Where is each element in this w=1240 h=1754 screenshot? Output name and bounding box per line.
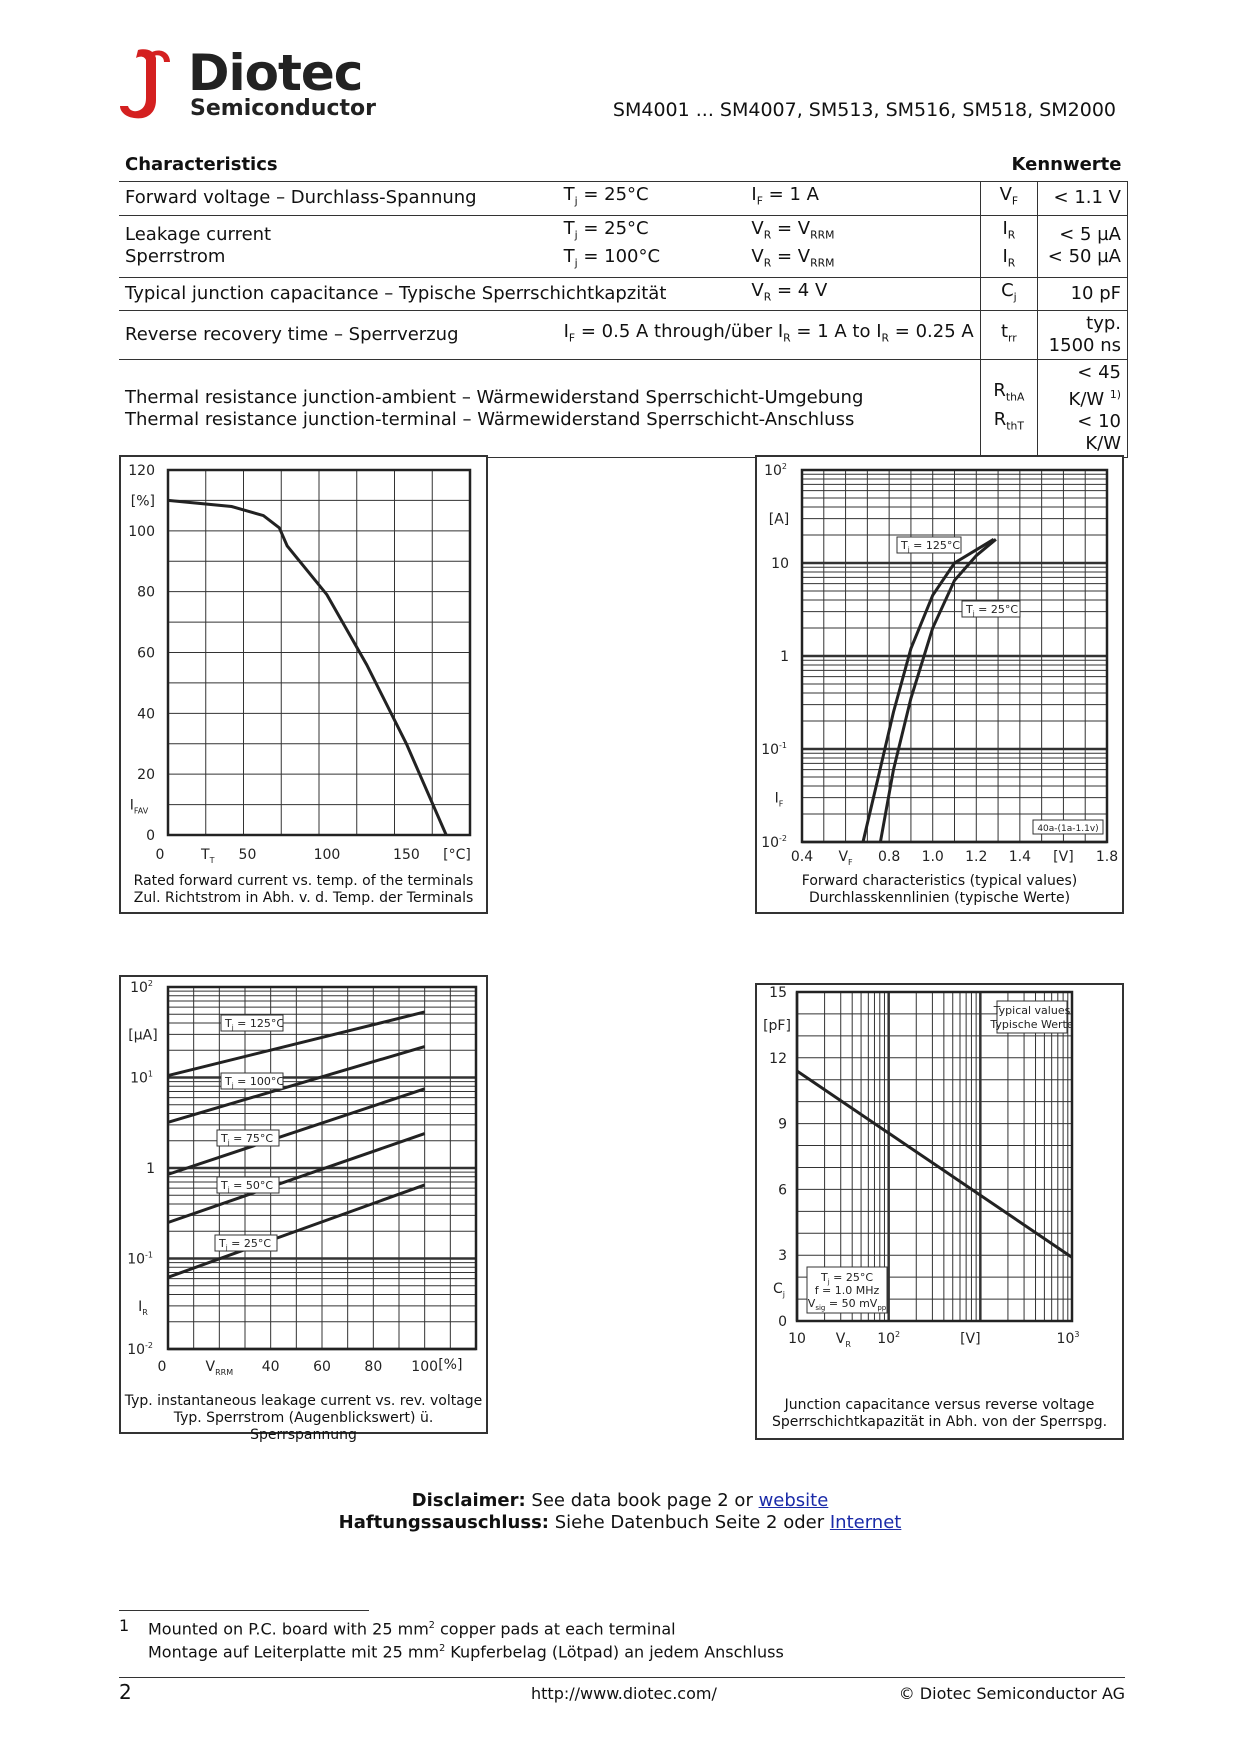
series-label-tj25: $T_j = 25^\circ C$: [966, 603, 1019, 618]
row-label: Forward voltage – Durchlass-Spannung: [119, 182, 558, 216]
y-tick-label: $10^{-2}$: [127, 1341, 153, 1358]
x-tick-label: $10^3$: [1056, 1330, 1080, 1347]
footer-copyright: © Diotec Semiconductor AG: [898, 1684, 1125, 1703]
brand-subtitle: Semiconductor: [190, 96, 376, 121]
x-tick-label: 80: [364, 1359, 383, 1375]
x-unit-label: [%]: [438, 1357, 463, 1373]
series-label-tj125: $T_j = 125^\circ C$: [901, 539, 961, 554]
x-tick-label: 60: [313, 1359, 331, 1375]
row-junction-capacitance: [119, 277, 1128, 311]
chart-derating-svg: [121, 457, 486, 912]
table-title-right: Kennwerte: [1011, 154, 1122, 175]
row-cond-vr: $V_R = V_{RRM}$ $V_R = V_{RRM}$: [745, 215, 980, 277]
row-symbol: $t_{rr}$: [980, 311, 1037, 360]
y-tick-label: 9: [778, 1116, 787, 1133]
table-title-left: Characteristics: [125, 154, 278, 175]
x-axis-label: $V_R$: [835, 1331, 851, 1349]
y-tick-label: $10^{-1}$: [127, 1250, 153, 1268]
series-line-cj: [797, 1071, 1072, 1257]
chart-capacitance-svg: [757, 985, 1122, 1438]
y-unit-label: [%]: [130, 493, 155, 510]
x-unit-label: [°C]: [443, 847, 471, 863]
row-label: Thermal resistance junction-ambient – Wärmewiderstand Sperrschicht-Umgebung Thermal resistance junction-terminal – Wärmewiderstand Sperrschicht-Anschluss: [119, 360, 980, 458]
internet-link[interactable]: Internet: [829, 1512, 902, 1533]
row-symbol: $V_F$: [980, 182, 1037, 216]
x-tick-label: 1.4: [1008, 849, 1031, 865]
y-tick-label: 40: [137, 706, 155, 723]
chart-caption: Rated forward current vs. temp. of the terminals Zul. Richtstrom in Abh. v. d. Temp. der Terminals: [133, 873, 474, 906]
x-tick-label: 100: [411, 1359, 439, 1375]
row-label: Reverse recovery time – Sperrverzug: [119, 311, 558, 360]
row-label: Leakage current Sperrstrom: [119, 215, 558, 277]
condition-line: $T_j = 25^\circ C$: [820, 1271, 874, 1286]
brand-logo: [116, 44, 376, 124]
row-cond-if: $I_F = 1$ A: [745, 182, 980, 216]
chart-caption: Forward characteristics (typical values) Durchlasskennlinien (typische Werte): [801, 873, 1078, 906]
series-line-ifav: [168, 500, 446, 835]
disclaimer-de: Haftungssauschluss: Siehe Datenbuch Seite 2 oder Internet: [338, 1512, 902, 1533]
y-tick-label: 3: [778, 1248, 787, 1265]
footnote-number: 1: [119, 1616, 130, 1635]
y-tick-label: 0: [778, 1314, 787, 1330]
y-tick-label: 0: [146, 828, 155, 844]
x-tick-label: 1.8: [1095, 849, 1119, 865]
row-value: 10 pF: [1038, 277, 1128, 311]
y-tick-label: 1: [780, 649, 789, 665]
footer-url: http://www.diotec.com/: [531, 1684, 717, 1703]
y-tick-label: 6: [778, 1182, 787, 1199]
footer-divider: [119, 1677, 1125, 1678]
y-tick-label: 15: [769, 985, 787, 1001]
chart-caption: Junction capacitance versus reverse voltage Sperrschichtkapazität in Abh. von der Sperrspg.: [771, 1397, 1108, 1430]
y-tick-label: 80: [137, 584, 155, 601]
row-cond-tj: $T_j = 25^\circ C$: [558, 182, 746, 216]
condition-line: f = 1.0 MHz: [814, 1284, 880, 1297]
y-unit-label: [µA]: [128, 1027, 158, 1044]
x-tick-label: $10^2$: [877, 1330, 901, 1347]
y-axis-label: $I_F$: [774, 790, 784, 809]
row-cond-tj: $T_j = 25^\circ C$ $T_j = 100^\circ C$: [558, 215, 746, 277]
y-tick-label: 12: [769, 1050, 787, 1067]
x-tick-label: 0: [157, 1359, 167, 1375]
legend-line: Typical values: [993, 1004, 1071, 1017]
logo-mark-icon: [116, 44, 176, 124]
row-thermal-resistance: [119, 360, 1128, 458]
y-tick-label: $10^2$: [764, 462, 787, 479]
series-label-tj125: $T_j = 125^\circ C$: [225, 1017, 285, 1032]
series-label-tj50: $T_j = 50^\circ C$: [221, 1179, 274, 1194]
row-reverse-recovery: [119, 311, 1128, 360]
series-label-tj25: $T_j = 25^\circ C$: [219, 1237, 272, 1252]
chart-leakage-current: [119, 975, 488, 1443]
y-tick-label: 120: [128, 463, 155, 479]
y-tick-label: 10: [771, 556, 789, 572]
series-label-tj100: $T_j = 100^\circ C$: [225, 1075, 285, 1090]
chart-tag: 40a-(1a-1.1v): [1037, 824, 1099, 834]
series-line-tj125: [863, 539, 994, 842]
chart-forward-characteristics: [755, 455, 1124, 914]
row-symbol: $C_j$: [980, 277, 1037, 311]
row-forward-voltage: [119, 182, 1128, 216]
y-tick-label: $10^{-2}$: [761, 834, 787, 851]
chart-caption: Typ. instantaneous leakage current vs. rev. voltage Typ. Sperrstrom (Augenblickswert) ü. Sperrspannung: [124, 1393, 483, 1443]
x-tick-label: 0.8: [878, 849, 901, 865]
page-number: 2: [119, 1680, 132, 1704]
row-value: < 5 µA < 50 µA: [1038, 215, 1128, 277]
y-axis-label: $I_{FAV}$: [129, 797, 149, 816]
row-label: Typical junction capacitance – Typische Sperrschichtkapzität: [119, 277, 745, 311]
x-tick-label: 50: [238, 847, 257, 863]
y-tick-label: 20: [137, 767, 155, 784]
series-label-tj75: $T_j = 75^\circ C$: [221, 1132, 274, 1147]
x-tick-label: 10: [788, 1331, 806, 1347]
y-tick-label: 1: [146, 1161, 155, 1177]
brand-name: Diotec: [188, 44, 363, 102]
chart-forward-svg: [757, 457, 1122, 912]
x-tick-label: 150: [393, 847, 420, 863]
row-value: < 45 K/W $^{1)}$ < 10 K/W: [1038, 360, 1128, 458]
website-link[interactable]: website: [758, 1490, 829, 1511]
y-tick-label: $10^2$: [130, 979, 153, 996]
y-tick-label: 60: [137, 645, 155, 662]
footnote-divider: [119, 1610, 369, 1611]
x-axis-label: $V_F$: [838, 849, 853, 867]
footnote-text: Mounted on P.C. board with 25 $mm^2$ copper pads at each terminal Montage auf Leiterplatte mit 25 $mm^2$ Kupferbelag (Lötpad) an jedem Anschluss: [148, 1619, 784, 1662]
row-leakage-current: [119, 215, 1128, 277]
x-unit-label: [V]: [1053, 849, 1074, 865]
chart-derating: [119, 455, 488, 914]
y-unit-label: [A]: [768, 511, 790, 528]
legend-line: Typische Werte: [990, 1018, 1074, 1031]
row-cond-vr: $V_R = 4$ V: [745, 277, 980, 311]
x-tick-label: 1.0: [921, 849, 944, 865]
x-tick-label: 100: [313, 847, 341, 863]
x-tick-label: 0.4: [790, 849, 814, 865]
table-header-row: [119, 152, 1128, 182]
chart-junction-capacitance: [755, 983, 1124, 1440]
x-axis-label: $V_{RRM}$: [205, 1359, 234, 1377]
row-symbol: $I_R$ $I_R$: [980, 215, 1037, 277]
x-axis-label: $T_T$: [201, 847, 215, 865]
document-title: SM4001 ... SM4007, SM513, SM516, SM518, SM2000: [612, 99, 1116, 121]
x-tick-label: 1.2: [965, 849, 988, 865]
x-tick-label: 0: [155, 847, 165, 863]
condition-line: $V_{sig} = 50$ $mV_{pp}$: [807, 1297, 887, 1312]
disclaimer-en: Disclaimer: See data book page 2 or website: [411, 1490, 829, 1511]
y-axis-label: $C_j$: [772, 1281, 786, 1300]
y-tick-label: 100: [128, 523, 155, 540]
row-value: typ. 1500 ns: [1038, 311, 1128, 360]
row-value: < 1.1 V: [1038, 182, 1128, 216]
x-unit-label: [V]: [960, 1331, 981, 1347]
chart-leakage-svg: [121, 977, 486, 1432]
characteristics-table: [119, 152, 1128, 458]
row-cond: $I_F = 0.5$ A through/über $I_R = 1$ A to $I_R = 0.25$ A: [558, 311, 981, 360]
y-axis-label: $I_R$: [138, 1298, 148, 1317]
row-symbol: $R_{thA}$ $R_{thT}$: [980, 360, 1037, 458]
y-tick-label: $10^{-1}$: [761, 741, 787, 758]
y-unit-label: [pF]: [763, 1017, 791, 1034]
y-tick-label: $10^1$: [130, 1069, 153, 1087]
x-tick-label: 40: [261, 1359, 280, 1375]
